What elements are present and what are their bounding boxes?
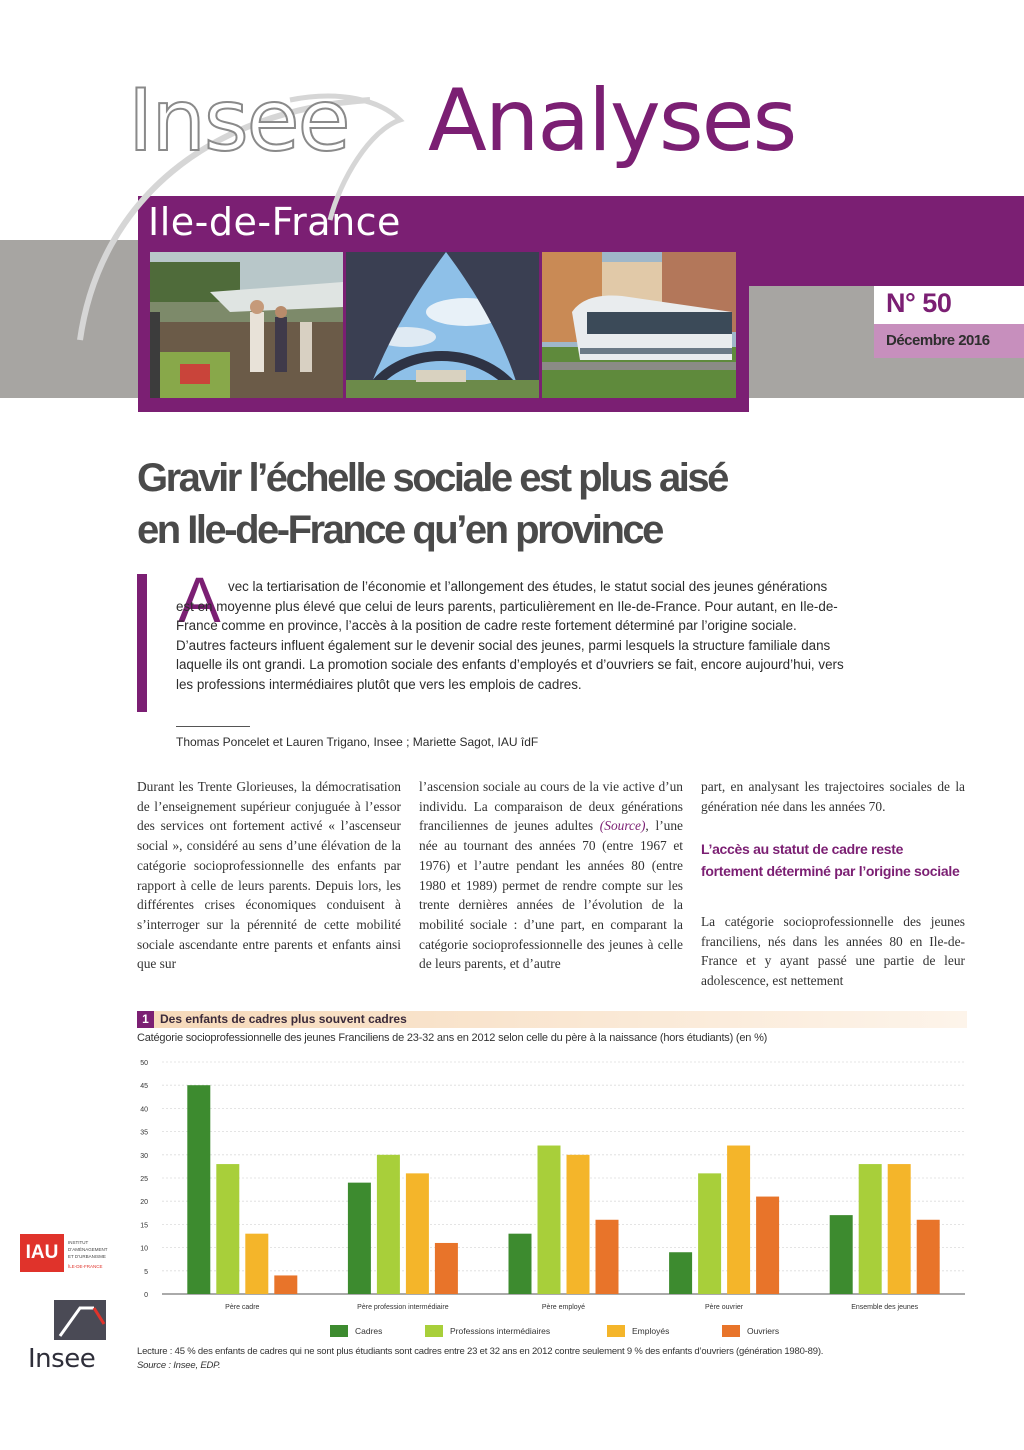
bar <box>830 1215 853 1294</box>
body-column-2-text-a: l’ascension sociale au cours de la vie active d’un individu. La comparaison de deux générations franciliennes de jeunes adultes <box>419 779 683 834</box>
iau-logo-region: ÎLE-DE-FRANCE <box>68 1264 103 1269</box>
issue-date: Décembre 2016 <box>886 332 990 349</box>
insee-logo-text: Insee <box>28 1344 96 1374</box>
market-photo <box>150 252 343 398</box>
bar <box>917 1220 940 1294</box>
bar <box>377 1155 400 1294</box>
bar <box>245 1234 268 1294</box>
bar <box>859 1164 882 1294</box>
legend-label: Ouvriers <box>747 1326 780 1336</box>
tramway-photo <box>542 252 736 398</box>
lead-paragraph: vec la tertiarisation de l’économie et l’allongement des études, le statut social des jeunes générations est en moyenne plus élevé que celui de leurs parents, particulièrement en Ile-de-France. Pour autant, en Ile-de-France comme en province, l’accès à la position de cadre reste fortement déterminé par l’origine sociale. D’autres facteurs influent également sur le devenir social des jeunes, parmi lesquels la structure familiale dans laquelle ils ont grandi. La promotion sociale des enfants d’employés et d’ouvriers se fait, encore aujourd’hui, vers les professions intermédiaires plutôt que vers les emplois de cadres. <box>176 579 844 692</box>
x-tick-label: Père profession intermédiaire <box>357 1304 449 1311</box>
bar <box>435 1243 458 1294</box>
iau-logo-mark: IAU <box>20 1234 64 1272</box>
y-tick-label: 30 <box>140 1152 148 1160</box>
region-title: Ile-de-France <box>148 200 401 244</box>
body-column-2 <box>419 777 683 974</box>
bar <box>698 1173 721 1294</box>
y-tick-label: 45 <box>140 1083 148 1091</box>
bar <box>216 1164 239 1294</box>
authors: Thomas Poncelet et Lauren Trigano, Insee ; Mariette Sagot, IAU îdF <box>176 735 539 749</box>
brand-analyses: Analyses <box>428 71 796 171</box>
body-column-3: part, en analysant les trajectoires sociales de la génération née dans les années 70. <box>701 779 965 814</box>
article-title-line-2: en Ile-de-France qu’en province <box>137 508 662 552</box>
legend-swatch <box>722 1325 740 1337</box>
y-tick-label: 15 <box>140 1222 148 1230</box>
figure-notes <box>137 1345 972 1373</box>
article-title <box>137 452 757 556</box>
legend-label: Cadres <box>355 1326 383 1336</box>
insee-logo-mark <box>50 1296 110 1346</box>
body-column-3-continued: La catégorie socioprofessionnelle des jeunes franciliens, nés dans les années 80 en Ile-de-France et y ayant passé une partie de leur adolescence, est nettement <box>701 914 965 989</box>
bar <box>538 1146 561 1294</box>
lead-accent-bar <box>137 574 147 712</box>
figure-source-text: Insee, EDP. <box>173 1360 221 1371</box>
figure-title: Des enfants de cadres plus souvent cadres <box>160 1012 407 1026</box>
section-subhead: L’accès au statut de cadre reste fortement déterminé par l’origine sociale <box>701 841 960 879</box>
legend-swatch <box>425 1325 443 1337</box>
legend-label: Employés <box>632 1326 670 1336</box>
bar <box>348 1183 371 1294</box>
iau-logo-line-1: INSTITUT <box>68 1240 89 1245</box>
bar <box>727 1146 750 1294</box>
legend-label: Professions intermédiaires <box>450 1326 551 1336</box>
figure-source-label: Source : <box>137 1360 174 1371</box>
x-tick-label: Père employé <box>541 1304 586 1311</box>
bar-chart <box>120 1048 980 1348</box>
iau-logo-line-3: ET D’URBANISME <box>68 1254 106 1259</box>
y-tick-label: 0 <box>144 1292 148 1299</box>
legend-swatch <box>330 1325 348 1337</box>
authors-divider <box>176 726 250 727</box>
figure-subtitle: Catégorie socioprofessionnelle des jeunes Franciliens de 23-32 ans en 2012 selon celle du père à la naissance (hors étudiants) (en %) <box>137 1032 768 1044</box>
figure-source <box>137 1359 972 1373</box>
article-title-line-1: Gravir l’échelle sociale est plus aisé <box>137 456 727 500</box>
x-tick-label: Père cadre <box>225 1304 260 1311</box>
y-tick-label: 10 <box>140 1245 148 1253</box>
bar <box>669 1252 692 1294</box>
y-tick-label: 20 <box>140 1199 148 1207</box>
iau-logo <box>20 1228 116 1278</box>
legend-swatch <box>607 1325 625 1337</box>
bar <box>756 1197 779 1294</box>
insee-logo <box>26 1296 116 1378</box>
x-tick-label: Père ouvrier <box>705 1304 744 1311</box>
figure-lecture: Lecture : 45 % des enfants de cadres qui ne sont plus étudiants sont cadres entre 23 et 32 ans en 2012 contre seulement 9 % des enfants d’ouvriers (génération 1980-89). <box>137 1346 824 1357</box>
body-column-1: Durant les Trente Glorieuses, la démocratisation de l’enseignement supérieur conjuguée à l’essor des services ont fortement activé « l’ascenseur social », considéré au sens d’une élévation de la catégorie socioprofessionnelle des enfants par rapport à celle de leurs parents. Depuis lors, les différentes crises économiques conduisent à s’interroger sur la pérennité de cette mobilité sociale ascendante entre parents et enfants ainsi que sur <box>137 779 401 972</box>
iau-logo-line-2: D’AMÉNAGEMENT <box>68 1247 108 1252</box>
lead-dropcap: A <box>178 564 221 636</box>
source-link[interactable]: (Source) <box>599 818 646 834</box>
issue-number: N° 50 <box>886 288 952 318</box>
bar <box>596 1220 619 1294</box>
y-tick-label: 40 <box>140 1106 148 1114</box>
masthead-purple-band <box>749 196 1024 286</box>
body-column-2-text-b: , l’une née au tournant des années 70 (entre 1967 et 1976) et l’autre pendant les années 80 (entre 1980 et 1989) permet de rendre compte sur les trente dernières années de l’évolution de la mobilité sociale : d’une part, en comparant la catégorie socioprofessionnelle des jeunes à celle de leurs parents, et d’autre <box>419 818 683 972</box>
y-tick-label: 25 <box>140 1176 148 1183</box>
y-tick-label: 50 <box>140 1060 148 1067</box>
bar <box>406 1173 429 1294</box>
y-tick-label: 35 <box>140 1129 148 1137</box>
bar <box>509 1234 532 1294</box>
bar <box>888 1164 911 1294</box>
figure-number: 1 <box>137 1011 154 1028</box>
y-tick-label: 5 <box>144 1268 148 1276</box>
brand-insee: Insee <box>128 71 349 171</box>
eiffel-tower-photo <box>346 252 539 398</box>
x-tick-label: Ensemble des jeunes <box>851 1304 919 1311</box>
bar <box>187 1085 210 1294</box>
bar <box>567 1155 590 1294</box>
bar-chart-svg <box>120 1048 980 1348</box>
bar <box>274 1275 297 1294</box>
